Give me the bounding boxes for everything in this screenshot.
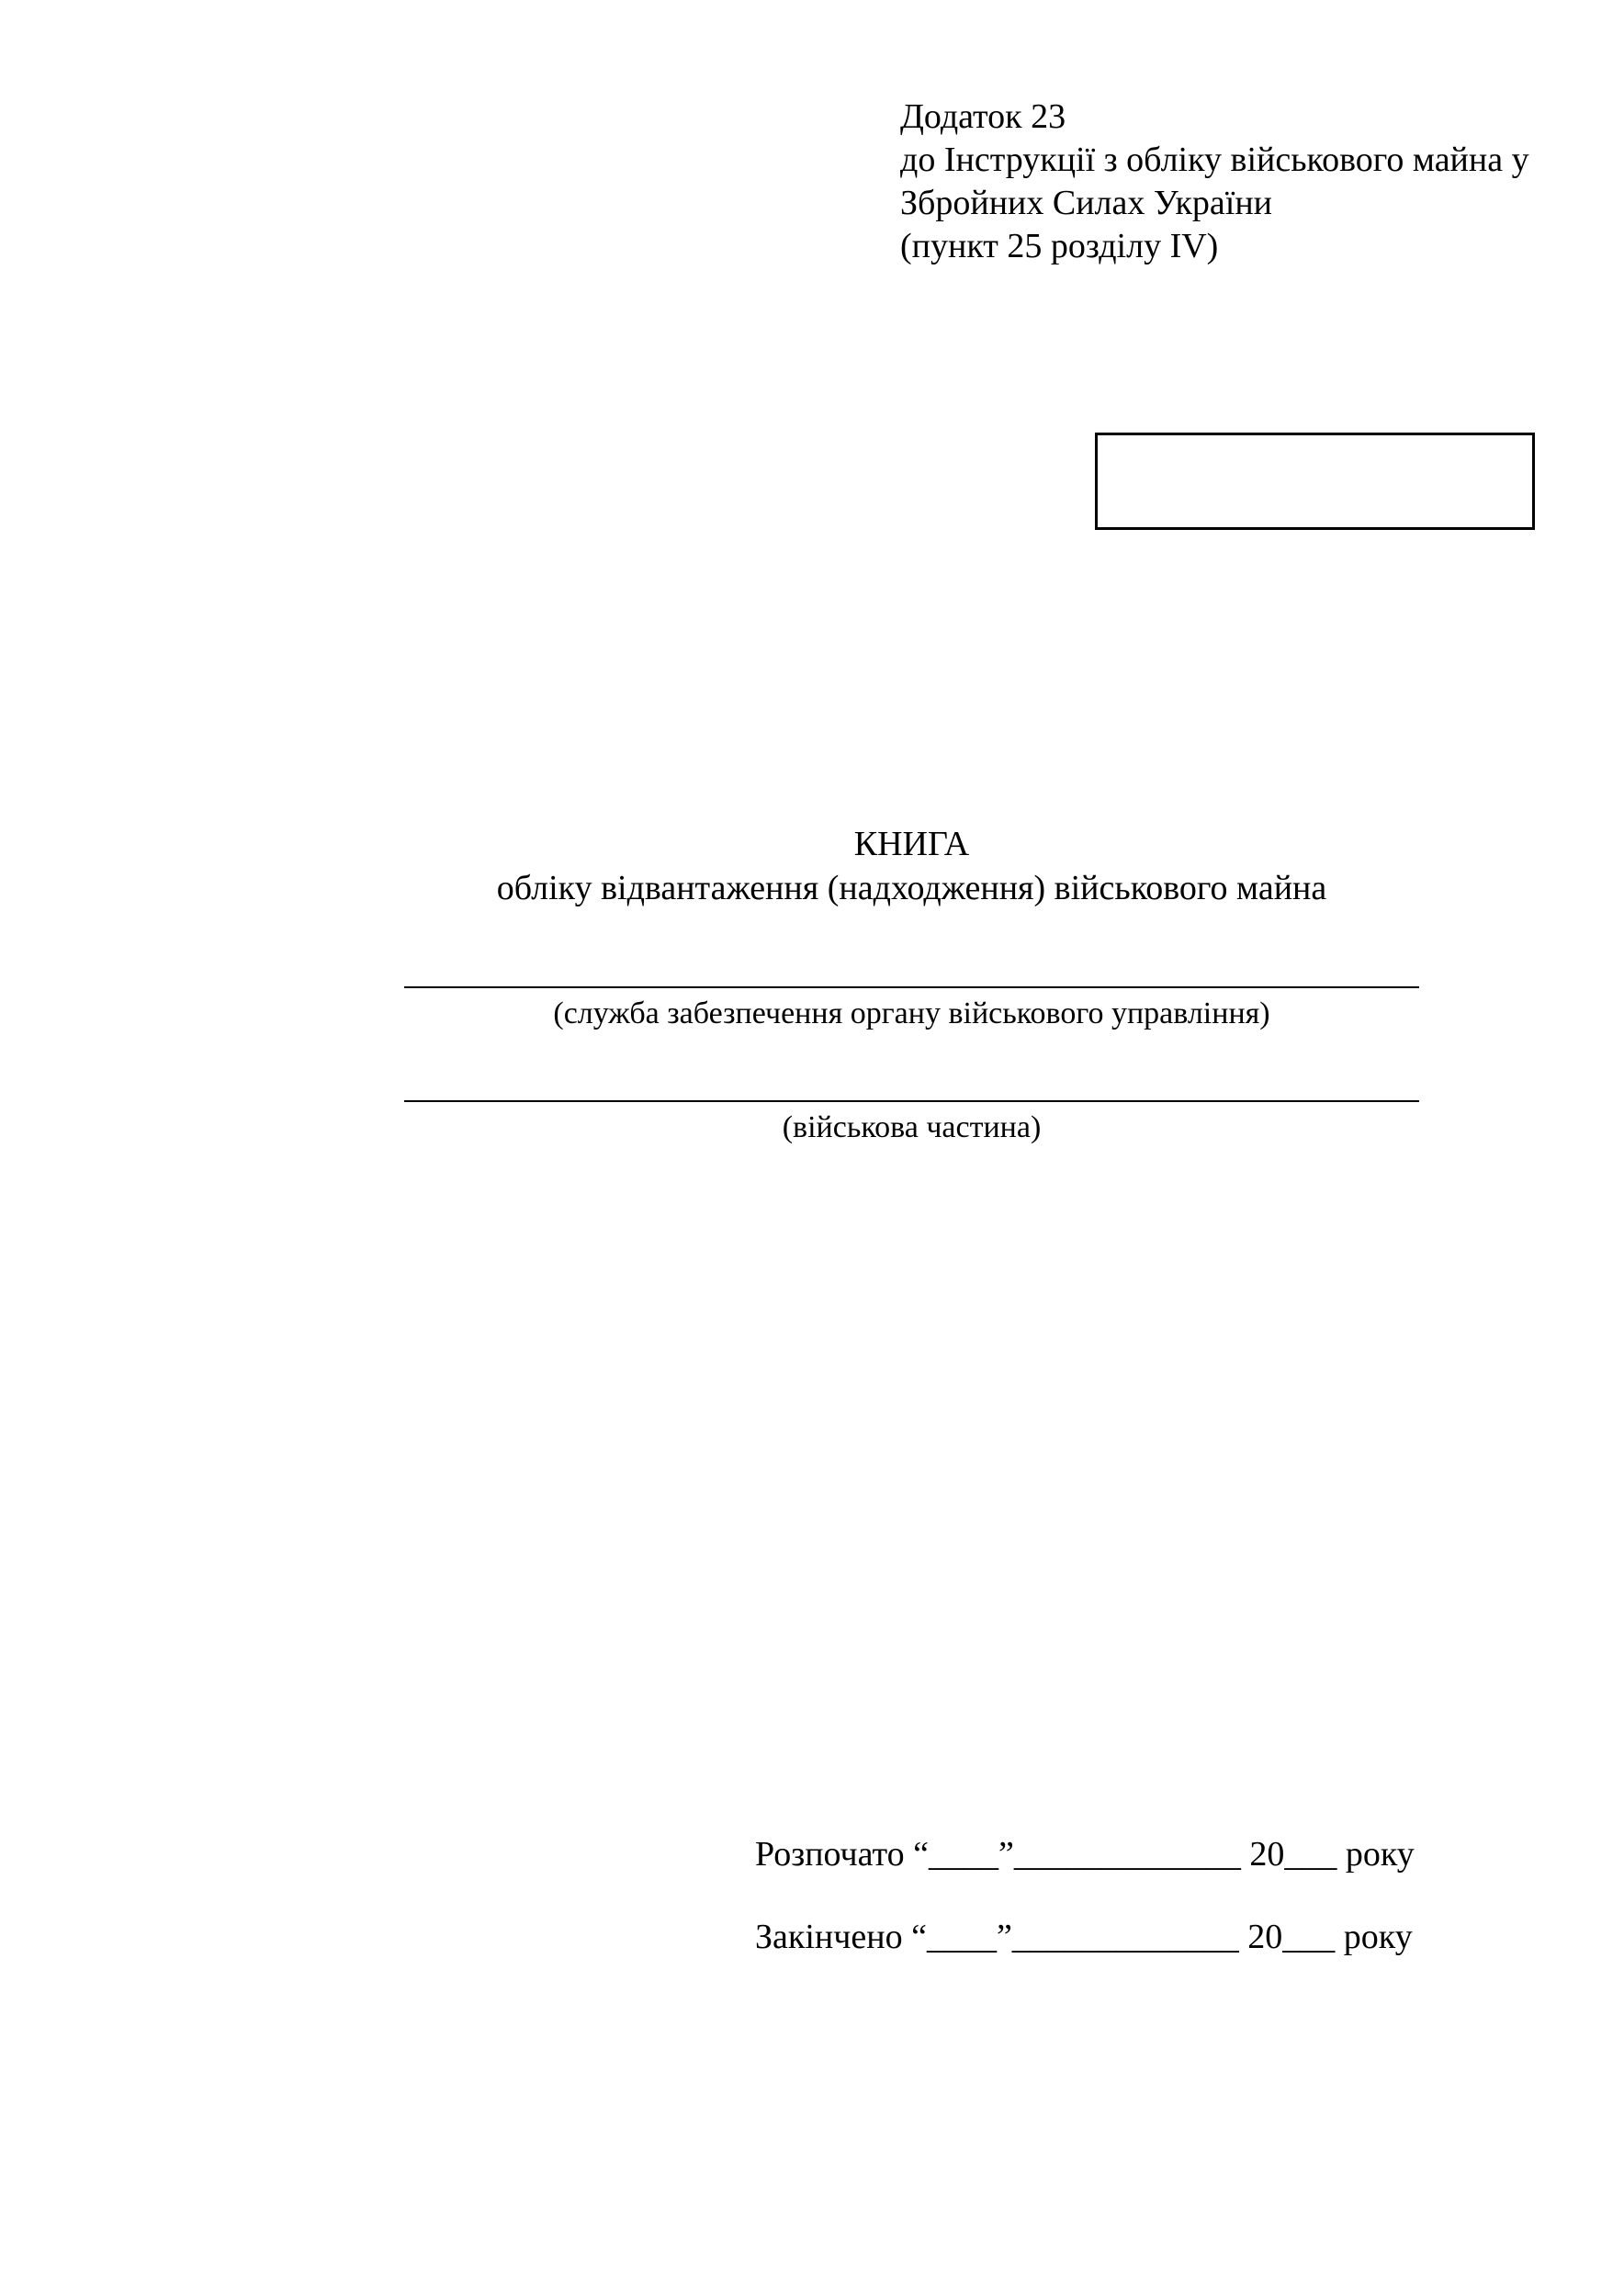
unit-field [404,1100,1419,1148]
started-date-line: Розпочато “____”_____________ 20___ року [755,1835,1415,1874]
appendix-reference [900,96,1529,268]
appendix-line-3: Збройних Силах України [900,184,1273,222]
title-subtitle: обліку відвантаження (надходження) військового майна [496,869,1327,907]
service-fill-line [404,986,1419,988]
appendix-line-1: Додаток 23 [900,97,1066,136]
service-field [404,986,1419,1034]
appendix-line-4: (пункт 25 розділу IV) [900,227,1219,265]
finished-date-line: Закінчено “____”_____________ 20___ року [755,1918,1413,1956]
unit-fill-line [404,1100,1419,1102]
document-title [404,822,1419,910]
date-block [755,1832,1415,1959]
title-heading: КНИГА [853,825,970,863]
service-caption: (служба забезпечення органу військового управління) [553,996,1270,1030]
registration-box [1095,433,1535,530]
appendix-line-2: до Інструкції з обліку військового майна у [900,141,1529,179]
unit-caption: (військова частина) [782,1110,1042,1144]
